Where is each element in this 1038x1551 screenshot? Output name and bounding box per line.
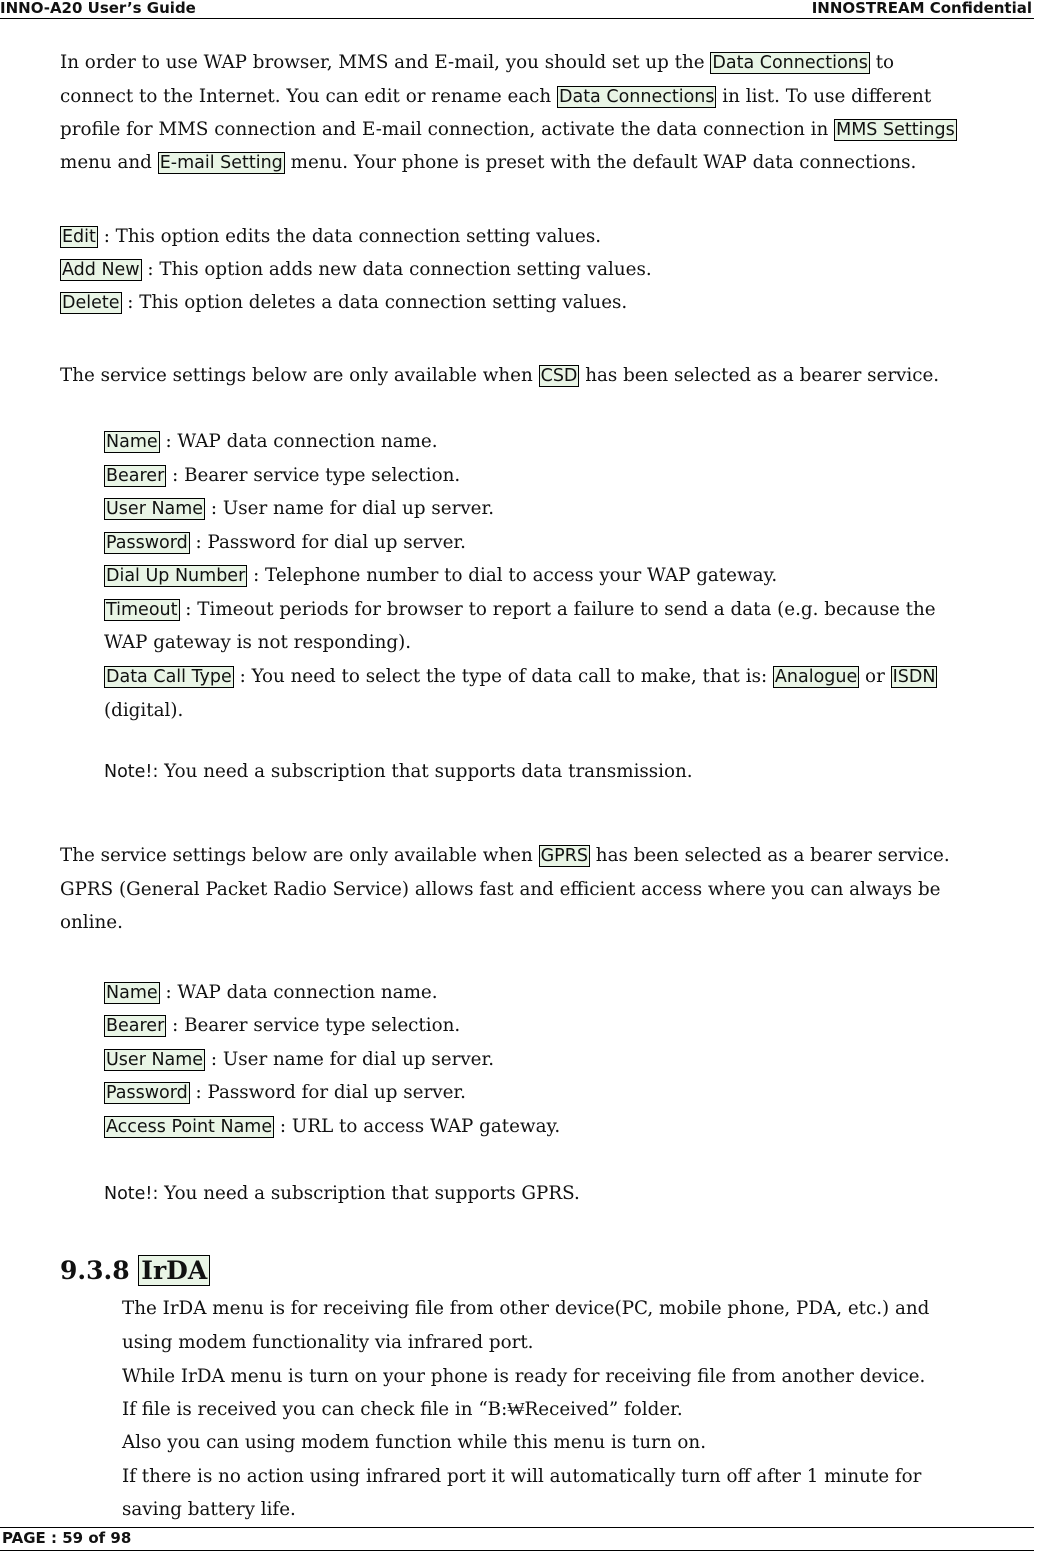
term-analogue: Analogue <box>774 667 858 687</box>
gprs-item-user-name <box>104 1043 494 1078</box>
term-name: Name <box>106 983 158 1003</box>
gprs-item-bearer <box>104 1009 460 1044</box>
text: or <box>859 666 891 687</box>
term-data-connections: Data Connections <box>712 53 868 73</box>
term-delete: Delete <box>62 293 120 313</box>
text: (digital). <box>104 700 184 721</box>
term-bearer: Bearer <box>106 466 165 486</box>
csd-item-timeout <box>104 593 936 628</box>
text: In order to use WAP browser, MMS and E-mail, you should set up the <box>60 52 711 73</box>
note-label: Note!: <box>104 1184 159 1204</box>
csd-note <box>104 755 693 790</box>
option-delete <box>60 286 627 321</box>
text: : Timeout periods for browser to report a failure to send a data (e.g. because the <box>179 599 936 620</box>
irda-line: While IrDA menu is turn on your phone is ready for receiving file from another device. <box>122 1366 926 1387</box>
csd-item-data-call-type <box>104 660 937 695</box>
gprs-item-name <box>104 976 438 1011</box>
term-add-new: Add New <box>62 260 140 280</box>
term-name: Name <box>106 432 158 452</box>
text: You need a subscription that supports GPRS. <box>158 1183 580 1204</box>
term-gprs: GPRS <box>540 846 588 866</box>
text: in list. To use different <box>716 86 932 107</box>
text: : Telephone number to dial to access your WAP gateway. <box>247 565 778 586</box>
confidential-label: INNOSTREAM Confidential <box>811 0 1032 17</box>
irda-line: The IrDA menu is for receiving file from other device(PC, mobile phone, PDA, etc.) and <box>122 1298 930 1319</box>
text: : Password for dial up server. <box>189 1082 466 1103</box>
term-timeout: Timeout <box>106 600 178 620</box>
csd-intro <box>60 359 939 394</box>
text: : User name for dial up server. <box>205 498 495 519</box>
term-bearer: Bearer <box>106 1016 165 1036</box>
term-edit: Edit <box>62 227 96 247</box>
term-data-connections: Data Connections <box>559 87 715 107</box>
text: profile for MMS connection and E-mail connection, activate the data connection in <box>60 119 835 140</box>
text: to <box>869 52 895 73</box>
csd-item-name <box>104 425 438 460</box>
intro-line-4 <box>60 146 916 181</box>
text: : This option deletes a data connection setting values. <box>121 292 628 313</box>
irda-line: using modem functionality via infrared port. <box>122 1332 534 1353</box>
gprs-intro <box>60 839 950 874</box>
text: has been selected as a bearer service. <box>589 845 950 866</box>
gprs-note <box>104 1177 580 1212</box>
csd-item-data-call-type-cont <box>104 694 183 728</box>
term-isdn: ISDN <box>892 667 936 687</box>
term-user-name: User Name <box>106 499 204 519</box>
irda-line: saving battery life. <box>122 1499 296 1520</box>
gprs-line-3: online. <box>60 912 123 933</box>
irda-line: If there is no action using infrared port it will automatically turn off after 1 minute for <box>122 1466 922 1487</box>
text: : You need to select the type of data call to make, that is: <box>233 666 773 687</box>
csd-item-user-name <box>104 492 494 527</box>
option-add-new <box>60 253 652 288</box>
section-number: 9.3.8 <box>60 1256 139 1285</box>
term-access-point-name: Access Point Name <box>106 1117 273 1137</box>
note-label: Note!: <box>104 762 159 782</box>
page-number: PAGE : 59 of 98 <box>2 1529 132 1547</box>
csd-item-timeout-cont <box>104 626 411 660</box>
text: : WAP data connection name. <box>159 431 438 452</box>
csd-item-bearer <box>104 459 460 494</box>
text: : Password for dial up server. <box>189 532 466 553</box>
term-password: Password <box>106 1083 188 1103</box>
text: The service settings below are only available when <box>60 365 539 386</box>
text: You need a subscription that supports data transmission. <box>158 761 693 782</box>
gprs-item-access-point-name <box>104 1110 560 1145</box>
text: The service settings below are only available when <box>60 845 539 866</box>
term-data-call-type: Data Call Type <box>106 667 232 687</box>
section-title: IrDA <box>138 1255 210 1286</box>
csd-item-dial-up-number <box>104 559 777 594</box>
text: : User name for dial up server. <box>205 1049 495 1070</box>
intro-line-2 <box>60 80 931 115</box>
text: connect to the Internet. You can edit or rename each <box>60 86 557 107</box>
text: WAP gateway is not responding). <box>104 632 412 653</box>
term-csd: CSD <box>540 366 578 386</box>
gprs-item-password <box>104 1076 466 1111</box>
section-heading-irda <box>60 1253 210 1289</box>
term-email-setting: E-mail Setting <box>159 153 283 173</box>
document-title: INNO-A20 User’s Guide <box>0 0 196 17</box>
page-footer <box>0 1527 1034 1551</box>
text: has been selected as a bearer service. <box>579 365 940 386</box>
intro-line-1 <box>60 46 894 81</box>
option-edit <box>60 220 601 255</box>
text: : Bearer service type selection. <box>166 1015 461 1036</box>
gprs-line-2: GPRS (General Packet Radio Service) allows fast and efficient access where you can always be <box>60 879 941 900</box>
term-dial-up-number: Dial Up Number <box>106 566 246 586</box>
term-mms-settings: MMS Settings <box>836 120 955 140</box>
csd-item-password <box>104 526 466 561</box>
text: : URL to access WAP gateway. <box>274 1116 561 1137</box>
text: : This option adds new data connection setting values. <box>141 259 652 280</box>
irda-line: If file is received you can check file in “B:₩Received” folder. <box>122 1399 683 1420</box>
term-user-name: User Name <box>106 1050 204 1070</box>
irda-line: Also you can using modem function while this menu is turn on. <box>122 1432 707 1453</box>
term-password: Password <box>106 533 188 553</box>
text: menu and <box>60 152 158 173</box>
text: menu. Your phone is preset with the default WAP data connections. <box>284 152 917 173</box>
text: : Bearer service type selection. <box>166 465 461 486</box>
intro-line-3 <box>60 113 957 148</box>
text: : WAP data connection name. <box>159 982 438 1003</box>
text: : This option edits the data connection setting values. <box>97 226 602 247</box>
page-header <box>0 0 1034 19</box>
